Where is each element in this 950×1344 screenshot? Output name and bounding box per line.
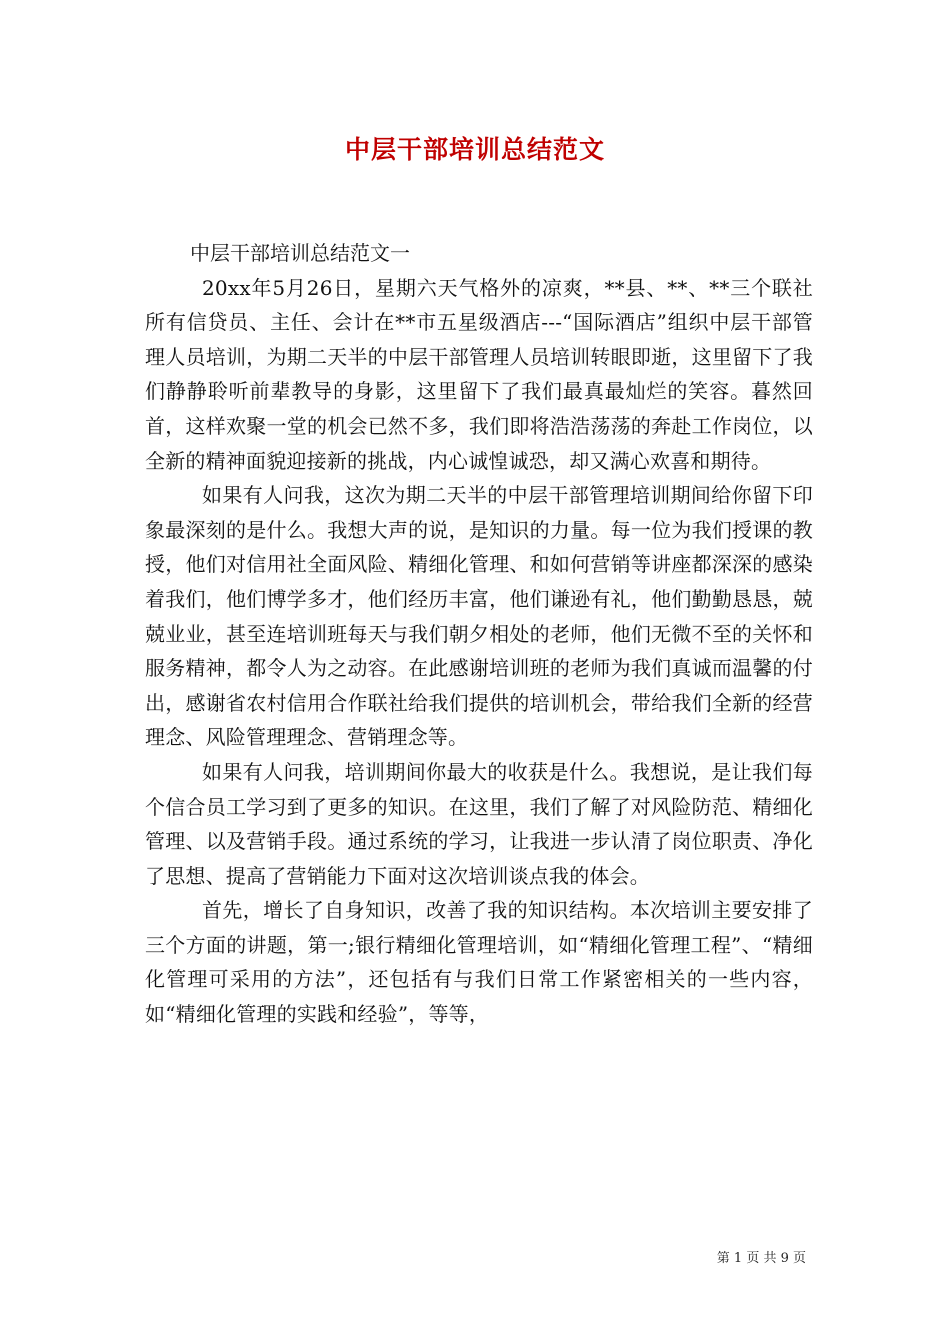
document-title: 中层干部培训总结范文 (344, 135, 605, 164)
section-heading: 中层干部培训总结范文一 (190, 241, 410, 265)
paragraph-1: 20xx年5月26日，星期六天气格外的凉爽，**县、**、**三个联社所有信贷员、主任、会计在**市五星级酒店---“国际酒店”组织中层干部管理人员培训，为期二天半的中层干部管理人员培训转眼即逝，这里留下了我们静静聆听前辈教导的身影，这里留下了我们最真最灿烂的笑容。暮然回首，这样欢聚一堂的机会已然不多，我们即将浩浩荡荡的奔赴工作岗位，以全新的精神面貌迎接新的挑战，内心诚惶诚恐，却又满心欢喜和期待。 (145, 275, 813, 473)
paragraph-2: 如果有人问我，这次为期二天半的中层干部管理培训期间给你留下印象最深刻的是什么。我想大声的说，是知识的力量。每一位为我们授课的教授，他们对信用社全面风险、精细化管理、和如何营销等讲座都深深的感染着我们，他们博学多才，他们经历丰富，他们谦逊有礼，他们勤勤恳恳，兢兢业业，甚至连培训班每天与我们朝夕相处的老师，他们无微不至的关怀和服务精神，都令人为之动容。在此感谢培训班的老师为我们真诚而温馨的付出，感谢省农村信用合作联社给我们提供的培训机会，带给我们全新的经营理念、风险管理理念、营销理念等。 (145, 483, 813, 750)
paragraph-4: 首先，增长了自身知识，改善了我的知识结构。本次培训主要安排了三个方面的讲题，第一;银行精细化管理培训，如“精细化管理工程”、“精细化管理可采用的方法”，还包括有与我们日常工作紧密相关的一些内容，如“精细化管理的实践和经验”，等等， (145, 898, 813, 1027)
document-body (145, 236, 813, 1032)
paragraph-3: 如果有人问我，培训期间你最大的收获是什么。我想说，是让我们每个信合员工学习到了更多的知识。在这里，我们了解了对风险防范、精细化管理、以及营销手段。通过系统的学习，让我进一步认清了岗位职责、净化了思想、提高了营销能力下面对这次培训谈点我的体会。 (145, 759, 813, 888)
page-number: 第 1 页 共 9 页 (716, 1251, 806, 1266)
